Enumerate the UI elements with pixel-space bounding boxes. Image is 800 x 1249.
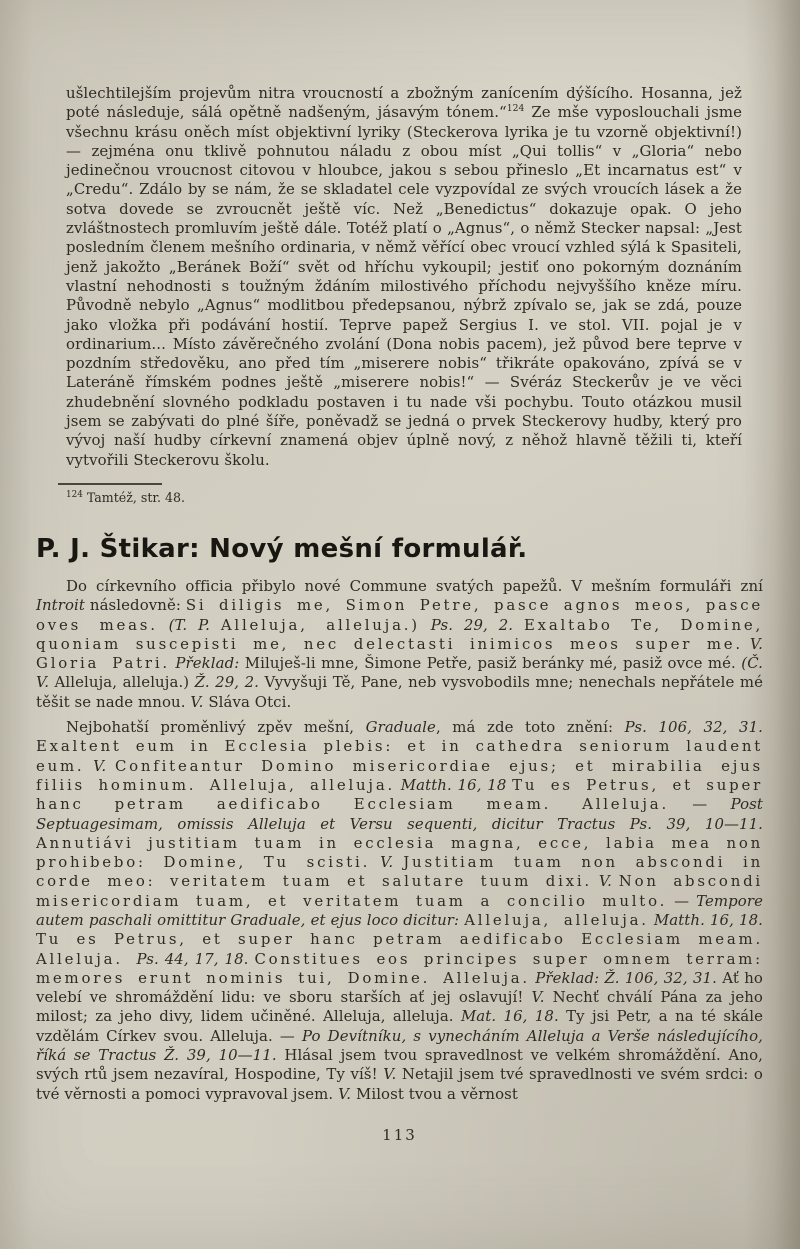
article-paragraph-2: Nejbohatší proměnlivý zpěv mešní, Graduale, má zde toto znění: Ps. 106, 32, 31. Exaltent eum in Ecclesia plebis: et in cathedra seniorum laudent eum. V. Confiteantur Domino misericordiae ejus; et mirabilia ejus filiis hominum. Alleluja, alleluja. Matth. 16, 18 Tu es Petrus, et super hanc petram aedificabo Ecclesiam meam. Alleluja. — Post Septuagesimam, omissis Alleluja et Versu sequenti, dicitur Tractus Ps. 39, 10—11. Annutiávi justitiam tuam in ecclesia magna, ecce, labia mea non prohibebo: Domine, Tu scisti. V. Justitiam tuam non abscondi in corde meo: veritatem tuam et salutare tuum dixi. V. Non abscondi misericordiam tuam, et veritatem tuam a concilio multo. — Tempore autem paschali omittitur Graduale, et ejus loco dicitur: Alleluja, alleluja. Matth. 16, 18. Tu es Petrus, et super hanc petram aedificabo Ecclesiam meam. Alleluja. Ps. 44, 17, 18. Constitues eos principes super omnem terram: memores erunt nominis tui, Domine. Alleluja. Překlad: Ž. 106, 32, 31. Ať ho velebí ve shromáždění lidu: ve sboru starších ať jej oslavují! V. Nechť chválí Pána za jeho milost; za jeho divy, lidem učiněné. Alleluja, alleluja. Mat. 16, 18. Ty jsi Petr, a na té skále vzdělám Církev svou. Alleluja. — Po Devítníku, s vynecháním Alleluja a Verše následujícího, říká se Tractus Ž. 39, 10—11. Hlásal jsem tvou spravedlnost ve velkém shromáždění. Ano, svých rtů jsem nezavíral, Hospodine, Ty víš! V. Netajil jsem tvé spravedlnosti ve svém srdci: o tvé věrnosti a pomoci vypravoval jsem. V. Milost tvou a věrnost	[36, 718, 764, 1103]
footnote-text: Tamtéž, str. 48.	[86, 489, 186, 505]
article-heading: P. J. Štikar: Nový mešní formulář.	[36, 533, 528, 564]
page-number: 113	[382, 1125, 417, 1144]
article-paragraph-1: Do církevního officia přibylo nové Commune svatých papežů. V mešním formuláři zní Introit následovně: Si diligis me, Simon Petre, pasce agnos meos, pasce oves meas. (T. P. Alleluja, alleluja.) Ps. 29, 2. Exaltabo Te, Domine, quoniam suscepisti me, nec delectasti inimicos meos super me. V. Gloria Patri. Překlad: Miluješ-li mne, Šimone Petře, pasiž beránky mé, pasiž ovce mé. (Č. V. Alleluja, alleluja.) Ž. 29, 2. Vyvyšuji Tě, Pane, neb vysvobodils mne; nenechals nepřátele mé těšit se nade mnou. V. Sláva Otci.	[36, 576, 764, 711]
footnote-marker: 124	[66, 489, 83, 500]
footnote-divider	[58, 483, 162, 485]
footnote	[66, 490, 800, 506]
continuation-paragraph: ušlechtilejším projevům nitra vroucností a zbožným zanícením dýšícího. Hosanna, jež poté následuje, sálá opětně nadšeným, jásavým tónem.“$^{124}$ Ze mše vyposlouchali jsme všechnu krásu oněch míst objektivní lyriky (Steckerova lyrika je tu vzorně objektivní!) — zejména onu tklivě pohnutou náladu z obou míst „Qui tollis“ v „Gloria“ nebo jedinečnou vroucnost citovou v hloubce, jakou s sebou přineslo „Et incarnatus est“ v „Credu“. Zdálo by se nám, že se skladatel cele vyzpovídal ze svých vroucích lásek a že sotva dovede se zvroucnět ještě víc. Než „Benedictus“ dokazuje opak. O jeho zvláštnostech promluvím ještě dále. Totéž platí o „Agnus“, o němž Stecker napsal: „Jest posledním členem mešního ordinaria, v němž věřící obec vroucí vzhled sýlá k Spasiteli, jenž jakožto „Beránek Boží“ svět od hříchu vykoupil; jestiť ono pokorným doznáním vlastní nehodnosti s toužným ždáním milostivého příchodu nejvyššího kněze míru. Původně nebylo „Agnus“ modlitbou předepsanou, nýbrž zpívalo se, jak se zdá, pouze jako vložka při podávání hostií. Teprve papež Sergius I. ve stol. VII. pojal je v ordinarium... Místo závěrečného zvolání (Dona nobis pacem), jež původ bere teprve v pozdním středověku, ano před tím „miserere nobis“ třikráte opakováno, zpívá se v Lateráně římském podnes ještě „miserere nobis!“ — Svéráz Steckerův je ve věci zhudebnění slovného podkladu postaven i tu nade vši pochybu. Touto otázkou musil jsem se zabývati do plné šíře, poněvadž se jedná o prvek Steckerovy hudby, který pro vývoj naší hudby církevní znamená objev úplně nový, z něhož hlavně těžili ti, kteří vytvořili Steckerovu školu.	[66, 84, 742, 469]
article-body	[36, 577, 763, 1104]
